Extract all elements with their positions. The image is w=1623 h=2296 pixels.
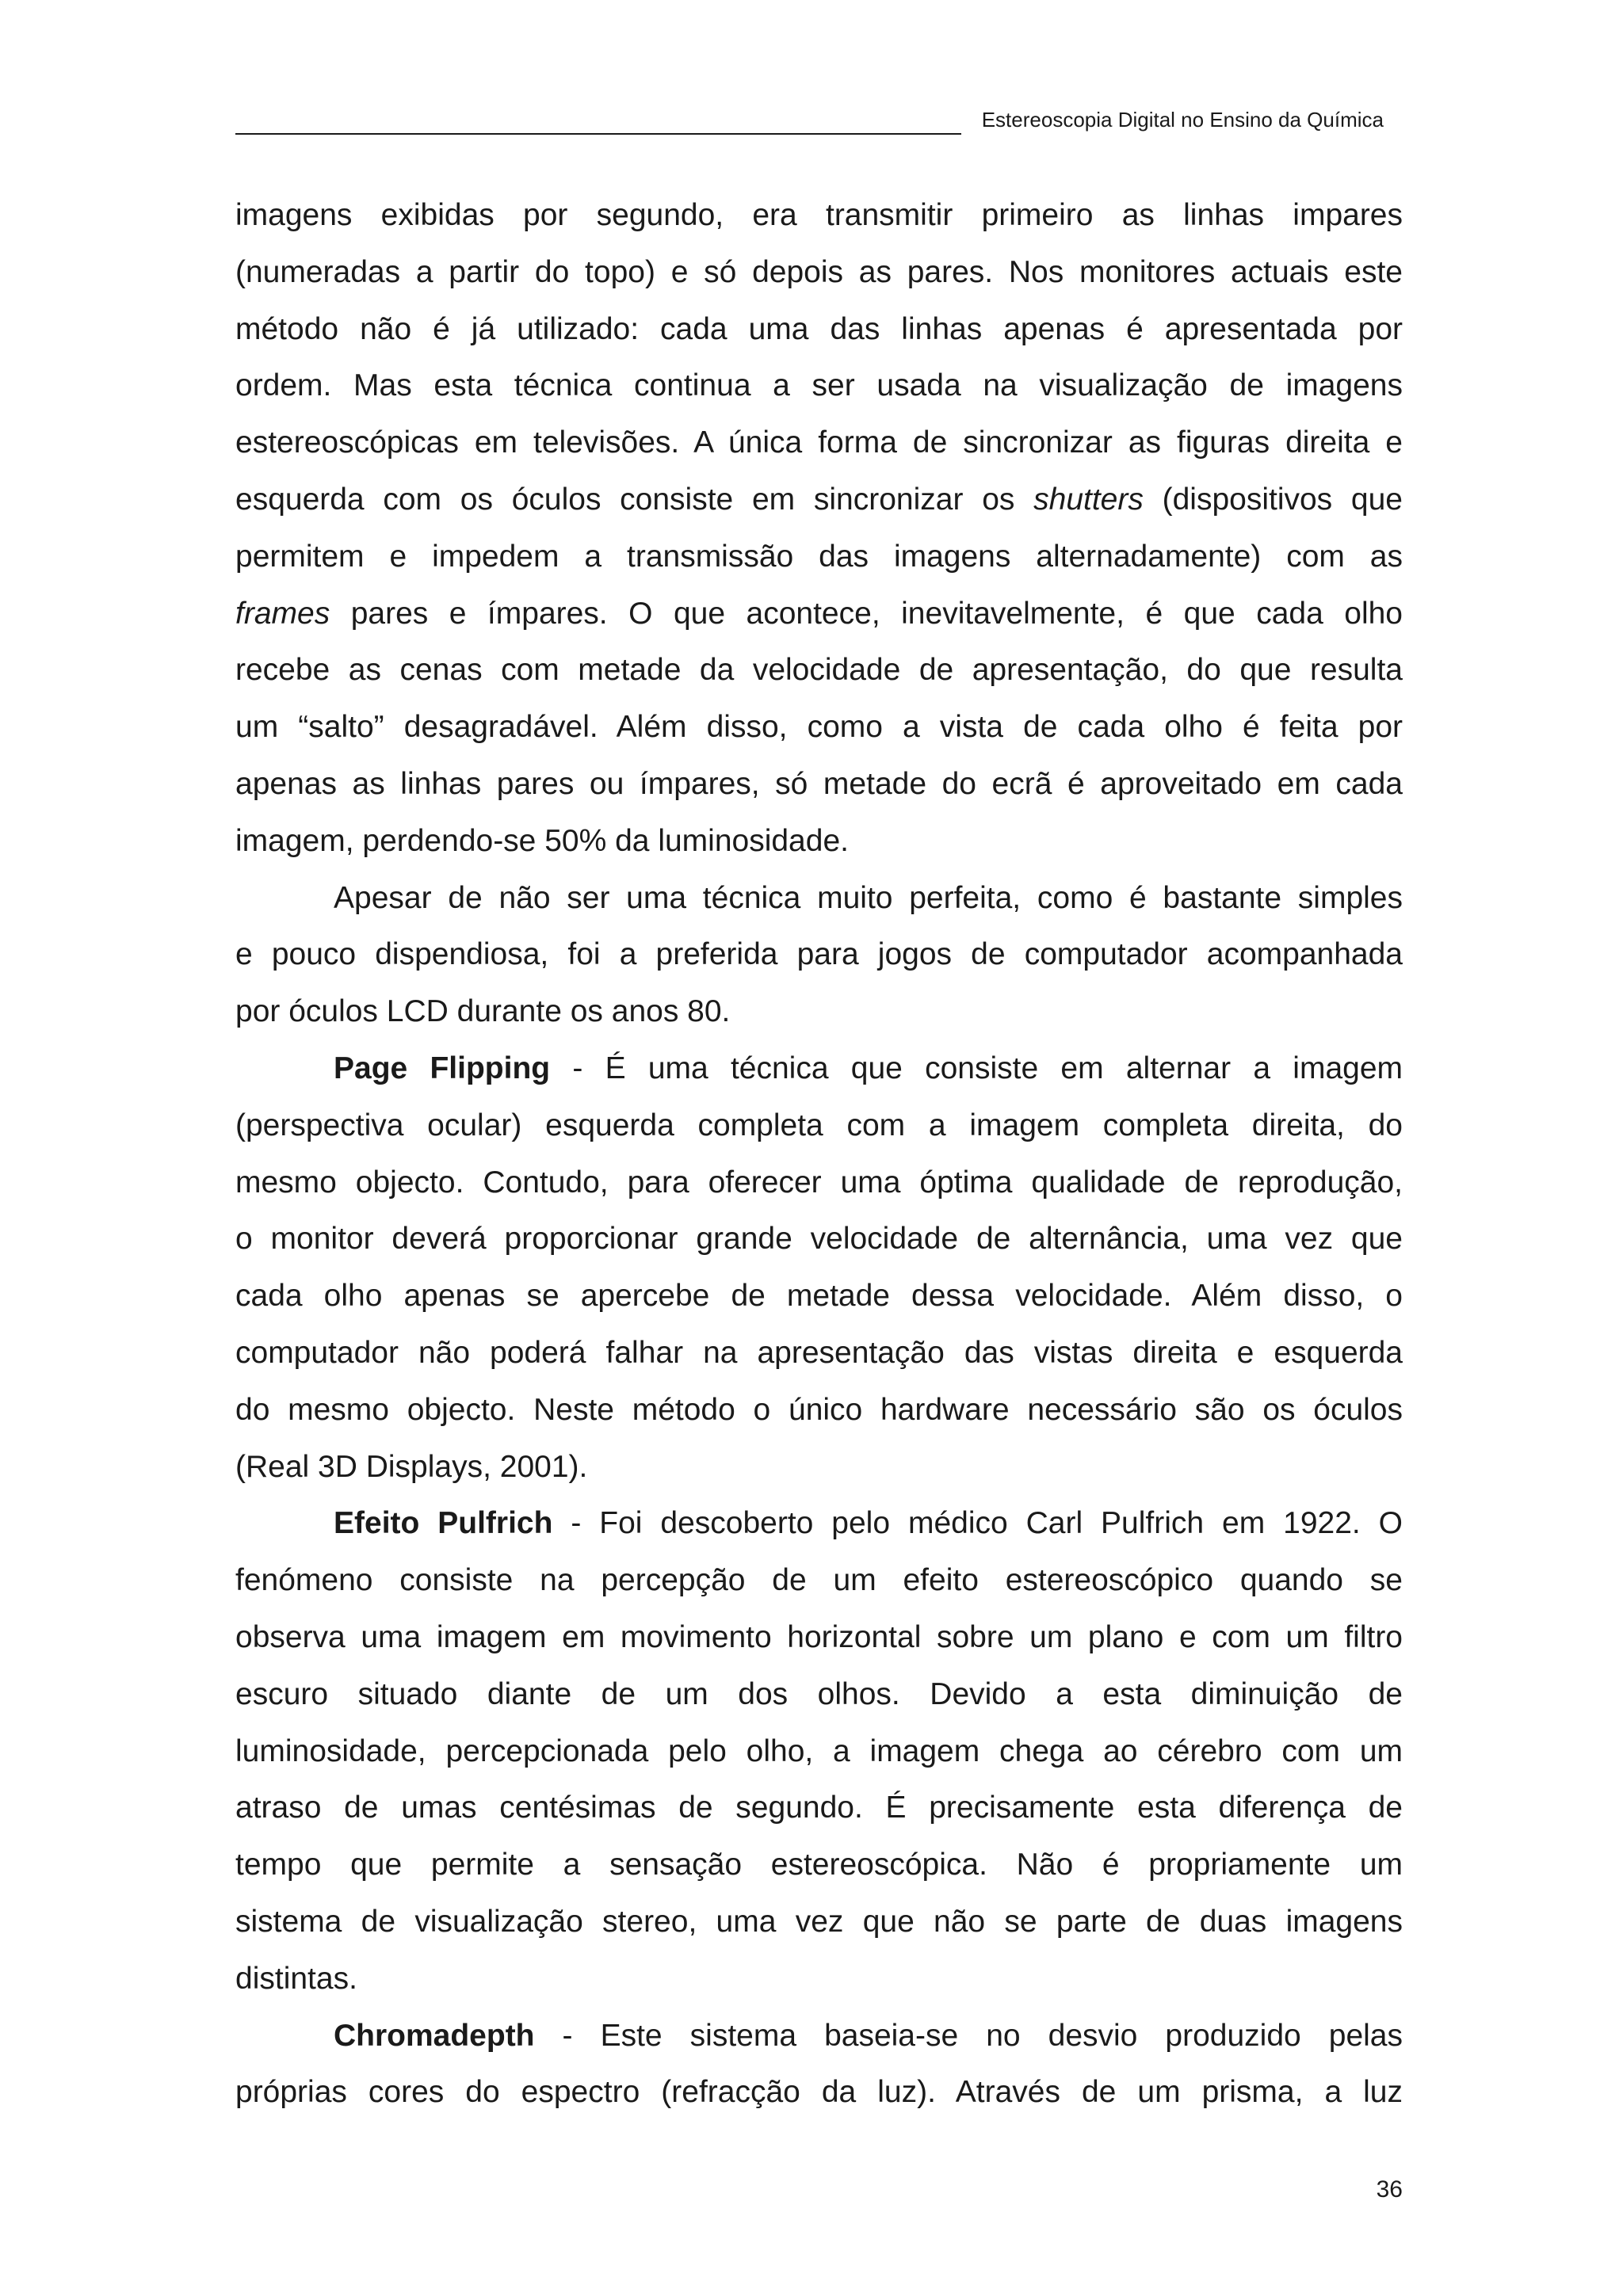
page-number: 36 (1376, 2176, 1403, 2203)
paragraph-interlacing (235, 187, 1403, 870)
paragraph-lcd-glasses (235, 870, 1403, 1040)
term-efeito-pulfrich: Efeito Pulfrich (334, 1506, 553, 1541)
header-title: Estereoscopia Digital no Ensino da Química (981, 108, 1384, 132)
text-run: - É uma técnica que consiste em alternar a imagem (550, 1051, 1403, 1085)
text-line: ordem. Mas esta técnica continua a ser usada na visualização de imagens (235, 368, 1403, 403)
text-line (235, 585, 1403, 643)
term-page-flipping: Page Flipping (334, 1051, 551, 1085)
page-header (235, 100, 1403, 135)
text-line: escuro situado diante de um dos olhos. Devido a esta diminuição de (235, 1676, 1403, 1711)
body-text (235, 187, 1403, 2121)
text-line: atraso de umas centésimas de segundo. É precisamente esta diferença de (235, 1791, 1403, 1825)
text-line: o monitor deverá proporcionar grande velocidade de alternância, uma vez que (235, 1222, 1403, 1257)
text-line: (numeradas a partir do topo) e só depois as pares. Nos monitores actuais este (235, 254, 1403, 289)
text-line: um “salto” desagradável. Além disso, como a vista de cada olho é feita por (235, 710, 1403, 745)
text-line: por óculos LCD durante os anos 80. (235, 994, 731, 1029)
text-line (235, 1040, 1403, 1097)
text-line: (perspectiva ocular) esquerda completa com a imagem completa direita, do (235, 1108, 1403, 1142)
text-line (235, 471, 1403, 528)
text-line: Apesar de não ser uma técnica muito perfeita, como é bastante simples (334, 880, 1403, 915)
text-line: (Real 3D Displays, 2001). (235, 1449, 588, 1484)
text-line: imagem, perdendo-se 50% da luminosidade. (235, 823, 849, 858)
text-line: recebe as cenas com metade da velocidade de apresentação, do que resulta (235, 653, 1403, 688)
text-line: luminosidade, percepcionada pelo olho, a imagem chega ao cérebro com um (235, 1733, 1403, 1768)
paragraph-page-flipping (235, 1040, 1403, 1495)
text-line (235, 2008, 1403, 2065)
text-run: (dispositivos que (1143, 482, 1403, 517)
emphasis-frames: frames (235, 596, 330, 631)
term-chromadepth: Chromadepth (334, 2018, 535, 2053)
text-line: imagens exibidas por segundo, era transmitir primeiro as linhas impares (235, 198, 1403, 232)
text-line: distintas. (235, 1961, 357, 1996)
text-line: apenas as linhas pares ou ímpares, só metade do ecrã é aproveitado em cada (235, 766, 1403, 801)
text-line: permitem e impedem a transmissão das imagens alternadamente) com as (235, 539, 1403, 574)
header-rule (235, 133, 961, 135)
paragraph-pulfrich (235, 1495, 1403, 2007)
text-line: próprias cores do espectro (refracção da luz). Através de um prisma, a luz (235, 2075, 1403, 2110)
text-run: pares e ímpares. O que acontece, inevitavelmente, é que cada olho (330, 596, 1403, 631)
text-line: método não é já utilizado: cada uma das linhas apenas é apresentada por (235, 311, 1403, 346)
text-line: observa uma imagem em movimento horizontal sobre um plano e com um filtro (235, 1619, 1403, 1654)
text-run: - Foi descoberto pelo médico Carl Pulfrich em 1922. O (552, 1506, 1403, 1541)
text-line: sistema de visualização stereo, uma vez que não se parte de duas imagens (235, 1904, 1403, 1939)
text-line: e pouco dispendiosa, foi a preferida para jogos de computador acompanhada (235, 937, 1403, 972)
text-line: mesmo objecto. Contudo, para oferecer uma óptima qualidade de reprodução, (235, 1165, 1403, 1199)
text-run: esquerda com os óculos consiste em sincronizar os (235, 482, 1034, 517)
text-line: cada olho apenas se apercebe de metade dessa velocidade. Além disso, o (235, 1279, 1403, 1314)
text-line: computador não poderá falhar na apresentação das vistas direita e esquerda (235, 1335, 1403, 1370)
text-line: estereoscópicas em televisões. A única forma de sincronizar as figuras direita e (235, 425, 1403, 460)
text-line (235, 1495, 1403, 1552)
paragraph-chromadepth (235, 2008, 1403, 2122)
text-line: fenómeno consiste na percepção de um efeito estereoscópico quando se (235, 1563, 1403, 1598)
emphasis-shutters: shutters (1033, 482, 1144, 517)
text-run: - Este sistema baseia-se no desvio produzido pelas (534, 2018, 1403, 2053)
text-line: do mesmo objecto. Neste método o único hardware necessário são os óculos (235, 1392, 1403, 1427)
text-line: tempo que permite a sensação estereoscópica. Não é propriamente um (235, 1848, 1403, 1882)
